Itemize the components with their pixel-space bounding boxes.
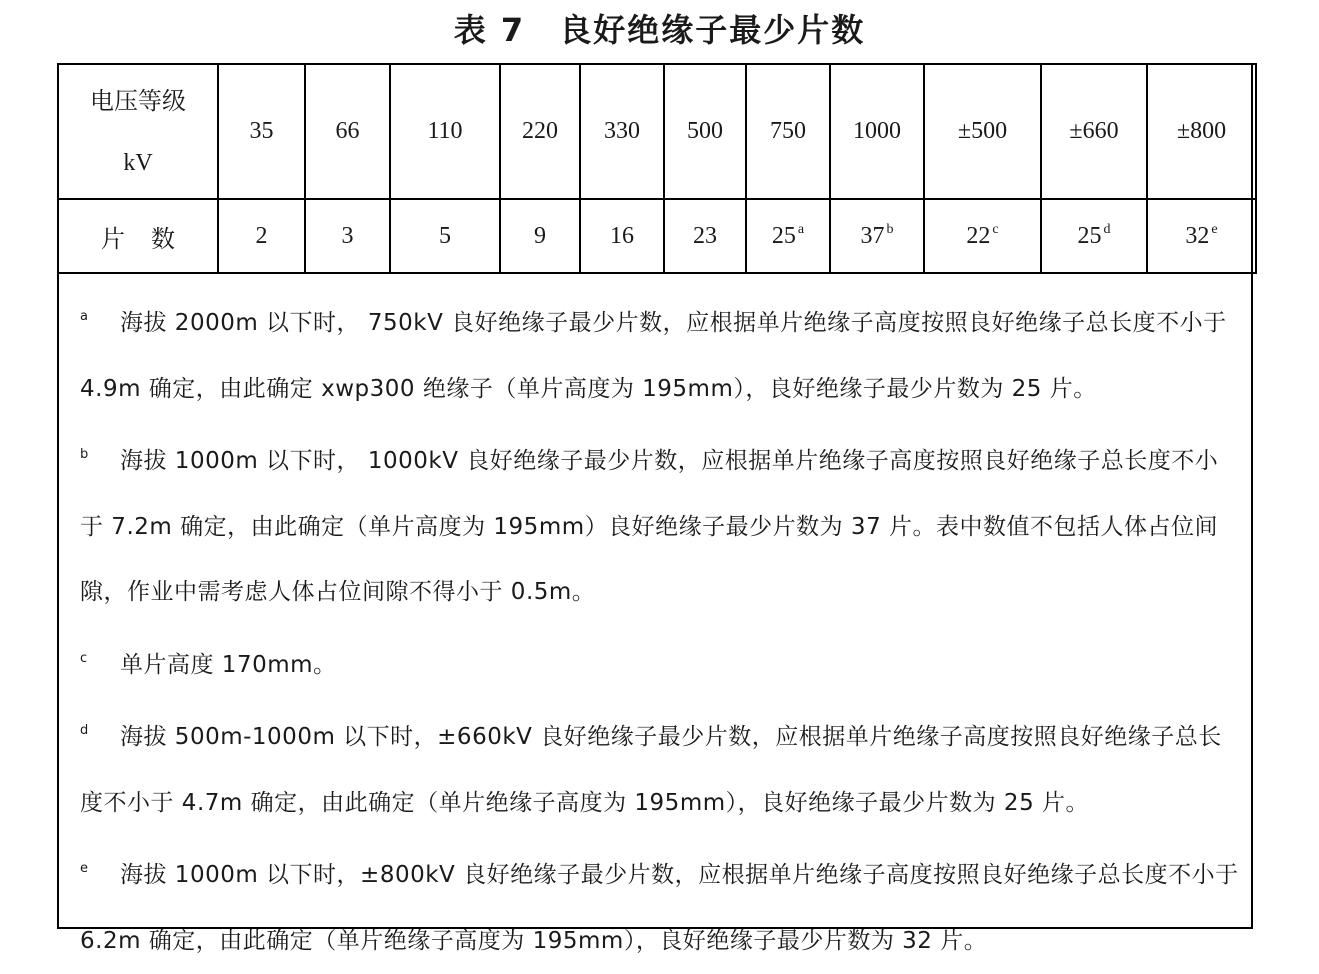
voltage-cell: 35 <box>218 64 305 199</box>
insulator-table <box>57 63 1257 274</box>
count-value: 25 <box>1077 223 1102 249</box>
voltage-header-cell <box>58 64 218 199</box>
voltage-row <box>58 64 1256 199</box>
voltage-cell: ±800 <box>1147 64 1256 199</box>
count-row <box>58 199 1256 273</box>
voltage-cell: 1000 <box>830 64 924 199</box>
count-value: 16 <box>610 222 634 249</box>
count-value: 2 <box>255 222 268 249</box>
footnote-b <box>80 422 1240 626</box>
count-cell <box>1147 199 1256 273</box>
count-value: 37 <box>860 223 885 249</box>
voltage-cell: ±660 <box>1041 64 1147 199</box>
voltage-cell: 66 <box>305 64 390 199</box>
footnote-mark: c <box>992 222 999 237</box>
count-header-cell <box>58 199 218 273</box>
count-cell <box>500 199 580 273</box>
voltage-cell: 750 <box>746 64 830 199</box>
count-cell <box>830 199 924 273</box>
count-cell <box>580 199 664 273</box>
count-value: 25 <box>771 223 796 249</box>
table-title <box>0 8 1319 52</box>
count-value: 9 <box>534 222 546 249</box>
footnote-mark: b <box>886 222 894 237</box>
footnote-c <box>80 626 1240 699</box>
footnote-text: 海拔 2000m 以下时， 750kV 良好绝缘子最少片数，应根据单片绝缘子高度按照良好绝缘子总长度不小于 4.9m 确定，由此确定 xwp300 绝缘子（单片高度为 195mm），良好绝缘子最少片数为 25 片。 <box>80 310 1227 402</box>
voltage-cell: 330 <box>580 64 664 199</box>
footnote-mark: d <box>1103 222 1111 237</box>
count-value: 3 <box>341 222 354 249</box>
count-cell <box>390 199 500 273</box>
count-value: 22 <box>966 223 991 249</box>
voltage-cell: 220 <box>500 64 580 199</box>
footnote-mark: e <box>1211 222 1218 237</box>
footnote-mark: d <box>80 723 89 738</box>
count-value: 32 <box>1185 223 1210 249</box>
table-number: 表 7 <box>453 11 526 49</box>
voltage-cell: ±500 <box>924 64 1041 199</box>
count-cell <box>924 199 1041 273</box>
count-value: 5 <box>439 222 451 249</box>
count-cell <box>305 199 390 273</box>
footnote-mark: b <box>80 447 89 462</box>
count-header-label: 片数 <box>101 224 201 253</box>
footnote-mark: a <box>797 222 805 237</box>
voltage-cell: 110 <box>390 64 500 199</box>
footnote-text: 海拔 1000m 以下时， 1000kV 良好绝缘子最少片数，应根据单片绝缘子高度按照良好绝缘子总长度不小于 7.2m 确定，由此确定（单片高度为 195mm）良好绝缘子最少片数为 37 片。表中数值不包括人体占位间隙，作业中需考虑人体占位间隙不得小于 0.5m。 <box>80 448 1219 605</box>
footnotes <box>80 284 1240 974</box>
count-cell <box>664 199 746 273</box>
footnote-text: 海拔 500m-1000m 以下时，±660kV 良好绝缘子最少片数，应根据单片绝缘子高度按照良好绝缘子总长度不小于 4.7m 确定，由此确定（单片绝缘子高度为 195mm），良好绝缘子最少片数为 25 片。 <box>80 724 1222 816</box>
count-cell <box>1041 199 1147 273</box>
footnote-a <box>80 284 1240 422</box>
voltage-header-label: 电压等级 <box>90 86 186 115</box>
footnote-d <box>80 698 1240 836</box>
footnote-e <box>80 836 1240 974</box>
footnote-mark: a <box>80 309 89 324</box>
voltage-cell: 500 <box>664 64 746 199</box>
footnote-mark: e <box>80 861 89 876</box>
count-cell <box>218 199 305 273</box>
voltage-header-unit: kV <box>123 149 153 176</box>
footnote-mark: c <box>80 650 88 666</box>
count-value: 23 <box>693 222 717 249</box>
footnote-text: 单片高度 170mm。 <box>120 651 337 678</box>
count-cell <box>746 199 830 273</box>
footnote-text: 海拔 1000m 以下时，±800kV 良好绝缘子最少片数，应根据单片绝缘子高度按照良好绝缘子总长度不小于 6.2m 确定，由此确定（单片绝缘子高度为 195mm），良好绝缘子最少片数为 32 片。 <box>80 862 1239 954</box>
table-caption: 良好绝缘子最少片数 <box>559 11 866 49</box>
